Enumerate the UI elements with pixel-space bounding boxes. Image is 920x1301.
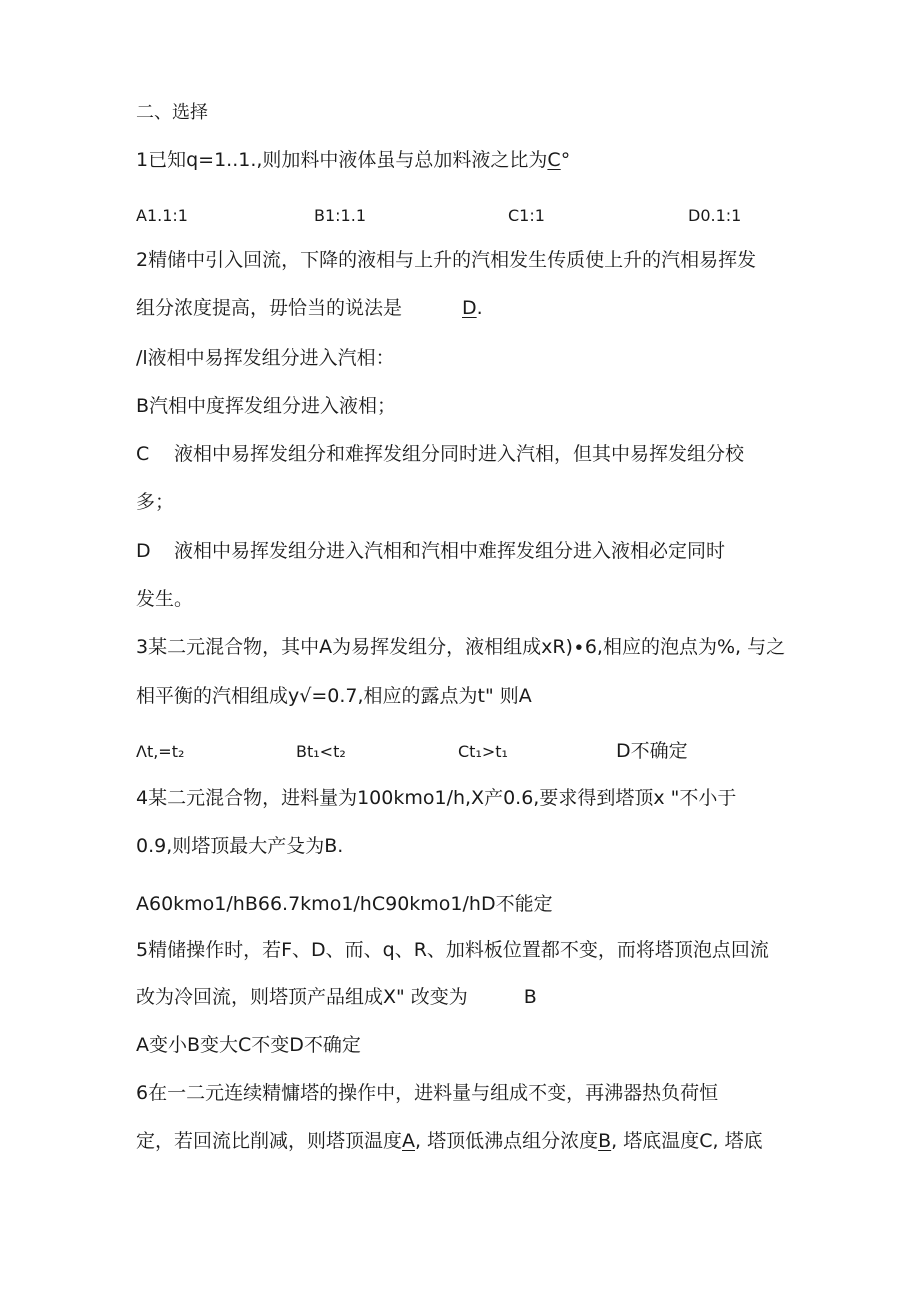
- q1-option-b: B1:1.1: [314, 206, 366, 225]
- q2-option-d-line-1: [136, 542, 725, 561]
- q2-option-c-line-1: [136, 445, 744, 464]
- q2-option-b: B汽相中度挥发组分进入液相；: [136, 395, 397, 417]
- question-4-line-1: 4某二元混合物，进料量为100kmo1∕h,X产0.6,要求得到塔顶x "不小于: [136, 787, 737, 809]
- question-1-answer: C: [547, 149, 561, 171]
- q6-text-c: , 塔底温度C, 塔底: [611, 1130, 763, 1152]
- question-6-line-2: [136, 1132, 763, 1151]
- q1-option-d: D0.1:1: [688, 206, 742, 225]
- q6-answer-b: B: [598, 1130, 612, 1152]
- question-5-line-2: [136, 988, 537, 1007]
- question-6-line-1: 6在一二元连续精慵塔的操作中，进料量与组成不变，再沸器热负荷恒: [136, 1082, 719, 1104]
- question-2-text: 组分浓度提高，毋恰当的说法是: [136, 297, 403, 319]
- q3-option-b: Bt₁<t₂: [296, 742, 346, 761]
- q2-option-c-letter: C: [136, 443, 150, 465]
- question-3-line-2: 相平衡的汽相组成y√=0.7,相应的露点为t" 则A: [136, 685, 532, 707]
- question-5-text: 改为冷回流，则塔顶产品组成X" 改变为: [136, 986, 468, 1008]
- q2-option-d-text: 液相中易挥发组分进入汽相和汽相中难挥发组分进入液相必定同时: [174, 540, 726, 562]
- question-1-text: 1已知q=1..1.,则加料中液体虽与总加料液之比为: [136, 149, 548, 171]
- q2-option-d-line-2: 发生。: [136, 588, 194, 610]
- q6-text-a: 定，若回流比削减，则塔顶温度: [136, 1130, 403, 1152]
- question-5-line-1: 5精储操作时，若F、D、而、q、R、加料板位置都不变，而将塔顶泡点回流: [136, 939, 769, 961]
- question-1: [136, 151, 570, 170]
- question-5-answer: B: [523, 986, 537, 1008]
- q1-option-c: C1:1: [508, 206, 545, 225]
- q2-option-d-letter: D: [136, 540, 151, 562]
- q3-option-a: Λt,=t₂: [136, 742, 185, 761]
- question-2-line-1: 2精储中引入回流，下降的液相与上升的汽相发生传质使上升的汽相易挥发: [136, 249, 757, 271]
- q3-option-d: D不确定: [616, 740, 688, 762]
- question-2-answer: D: [462, 297, 477, 319]
- q3-option-c: Ct₁>t₁: [458, 742, 508, 761]
- q6-answer-a: A: [402, 1130, 416, 1152]
- section-title: 二、选择: [136, 102, 208, 123]
- q1-option-a: A1.1:1: [136, 206, 188, 225]
- question-3-line-1: 3某二元混合物，其中A为易挥发组分，液相组成xR)∙6,相应的泡点为%, 与之: [136, 636, 786, 658]
- question-4-line-2: 0.9,则塔顶最大产殳为B.: [136, 835, 344, 857]
- q6-text-b: , 塔顶低沸点组分浓度: [415, 1130, 599, 1152]
- q2-option-c-line-2: 多；: [136, 491, 175, 513]
- question-2-tail: .: [476, 297, 483, 319]
- question-1-tail: °: [560, 149, 571, 171]
- q4-options: A60kmo1∕hB66.7kmo1∕hC90kmo1∕hD不能定: [136, 893, 553, 915]
- q5-options: A变小B变大C不变D不确定: [136, 1034, 361, 1056]
- q2-option-c-text: 液相中易挥发组分和难挥发组分同时进入汽相，但其中易挥发组分校: [174, 443, 745, 465]
- q2-option-a: ∕l液相中易挥发组分进入汽相：: [136, 347, 395, 369]
- question-2-line-2: [136, 299, 483, 318]
